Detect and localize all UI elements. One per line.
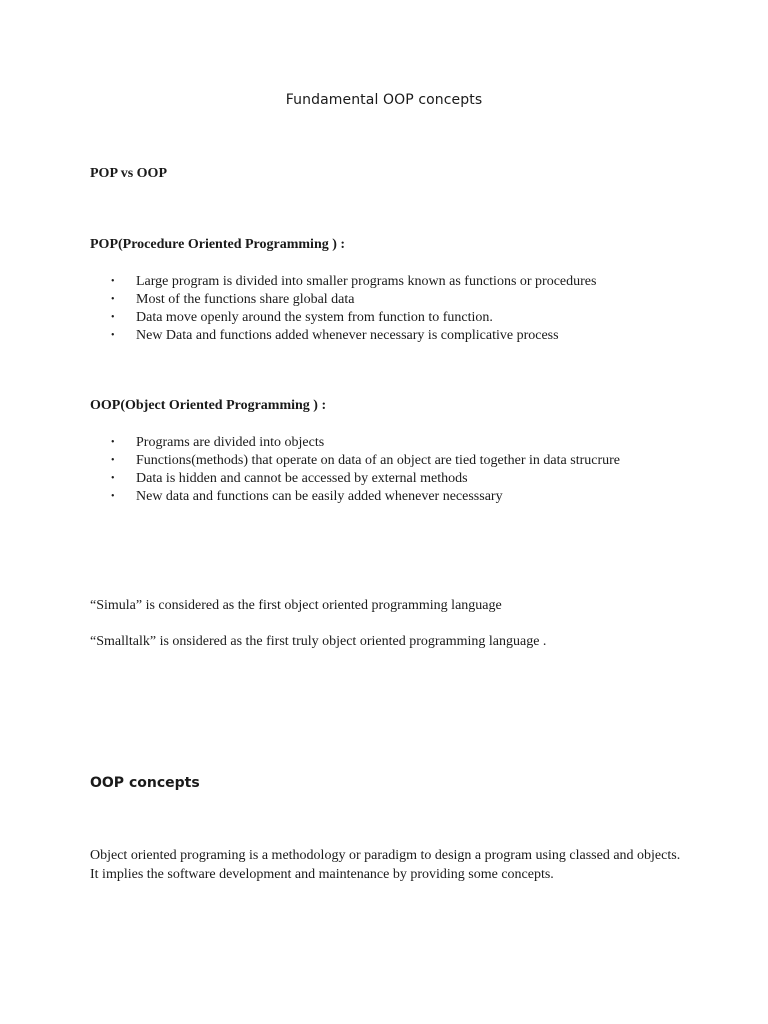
document-title: Fundamental OOP concepts bbox=[285, 92, 483, 108]
bullet-icon: • bbox=[111, 473, 115, 484]
bullet-icon: • bbox=[111, 491, 115, 502]
list-item: • Most of the functions share global data bbox=[111, 292, 355, 307]
bullet-icon: • bbox=[111, 276, 115, 287]
bullet-icon: • bbox=[111, 437, 115, 448]
section-heading-pop-vs-oop: POP vs OOP bbox=[90, 166, 167, 181]
bullet-icon: • bbox=[111, 330, 115, 341]
list-item: • Programs are divided into objects bbox=[111, 435, 325, 450]
bullet-icon: • bbox=[111, 455, 115, 466]
simula-fact: “Simula” is considered as the first object oriented programming language bbox=[90, 598, 502, 613]
list-item: • Large program is divided into smaller programs known as functions or procedures bbox=[111, 274, 597, 289]
list-item: • Functions(methods) that operate on data of an object are tied together in data strucrure bbox=[111, 453, 620, 468]
list-item: • New Data and functions added whenever necessary is complicative process bbox=[111, 328, 559, 343]
list-item: • New data and functions can be easily added whenever necesssary bbox=[111, 489, 503, 504]
bullet-icon: • bbox=[111, 294, 115, 305]
bullet-icon: • bbox=[111, 312, 115, 323]
pop-list bbox=[90, 273, 596, 345]
oop-concepts-paragraph: Object oriented programing is a methodology or paradigm to design a program using classed and objects. It implies the software development and maintenance by providing some concepts. bbox=[90, 848, 681, 882]
oop-heading: OOP(Object Oriented Programming ) : bbox=[90, 398, 327, 413]
oop-concepts-heading: OOP concepts bbox=[90, 775, 200, 791]
list-item: • Data is hidden and cannot be accessed by external methods bbox=[111, 471, 468, 486]
pop-heading: POP(Procedure Oriented Programming ) : bbox=[90, 237, 346, 252]
list-item: • Data move openly around the system from function to function. bbox=[111, 310, 493, 325]
oop-list bbox=[90, 434, 620, 506]
smalltalk-fact: “Smalltalk” is onsidered as the first truly object oriented programming language . bbox=[90, 634, 547, 649]
